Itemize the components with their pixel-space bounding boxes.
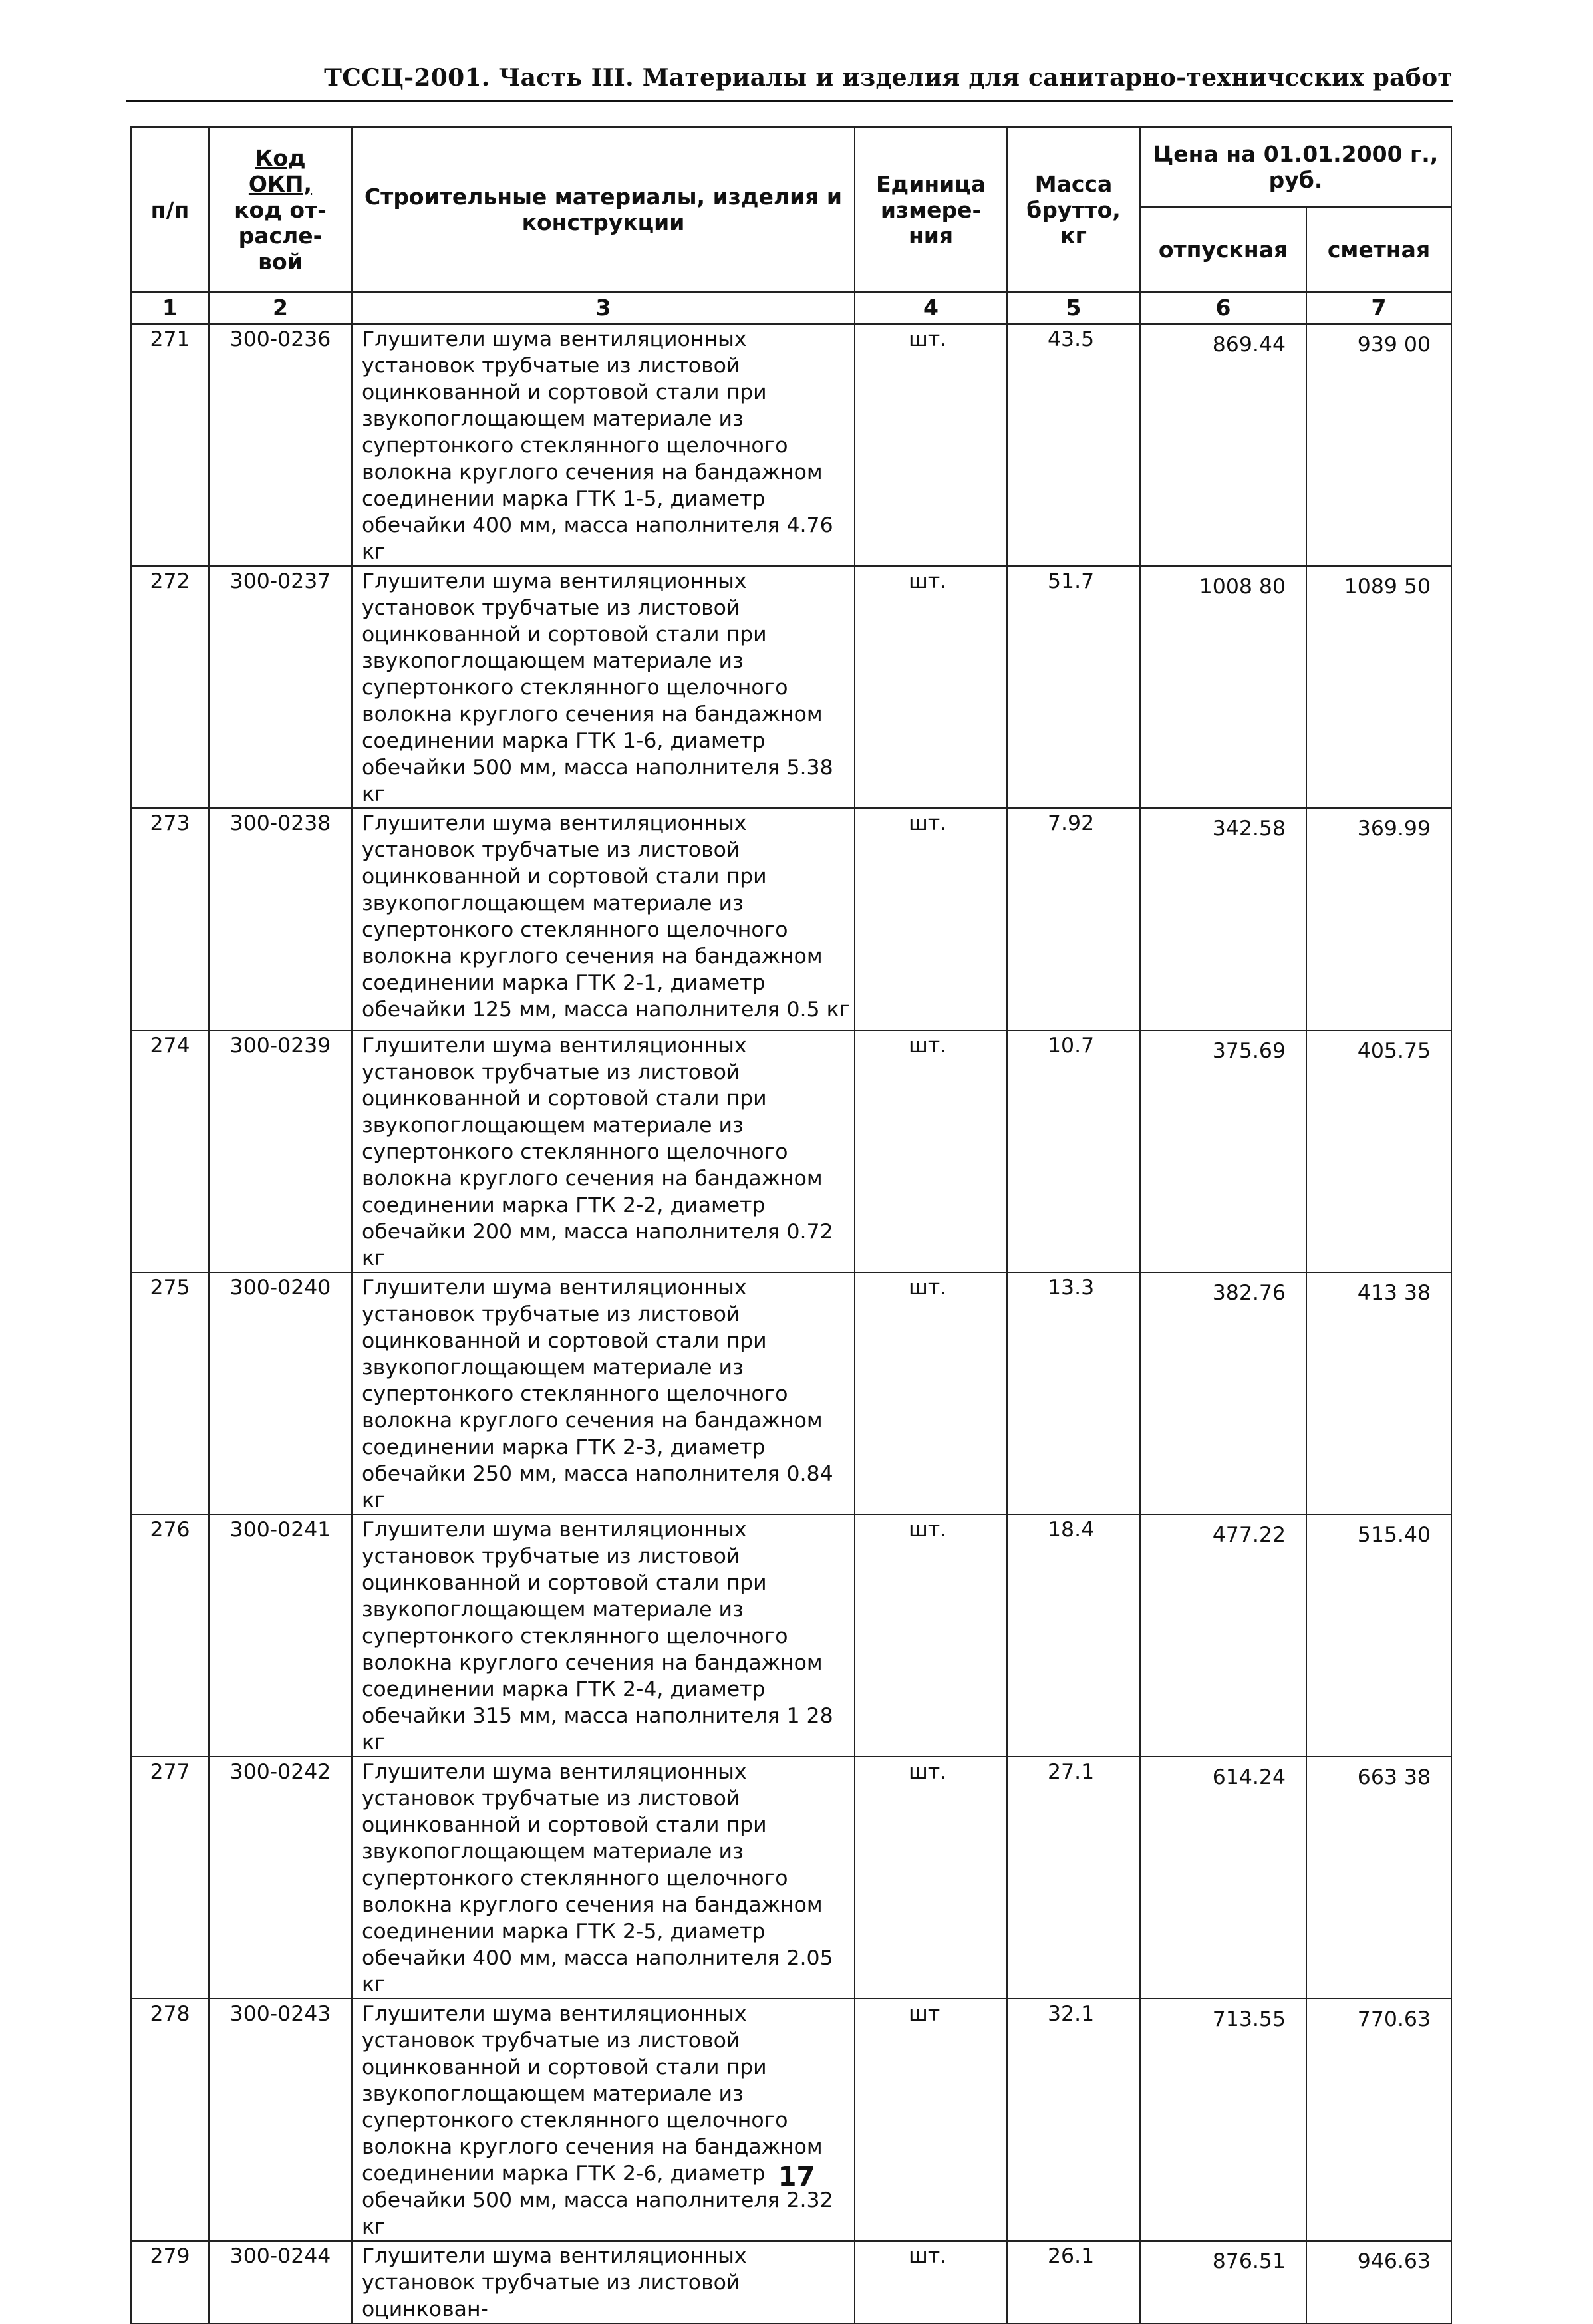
material-description: Глушители шума вентиляционных установок трубчатые из листовой оцинкованной и сортовой стали при звукопоглощающем материале из супертонкого стеклянного щелочного волокна круглого сечения на бандажном соединении марка ГТК 1-5, диаметр обечайки 400 мм, масса наполнителя 4.76 кг (352, 324, 855, 566)
header-code-line2: ОКП, (248, 170, 313, 197)
unit-value: шт. (855, 1757, 1007, 1999)
material-description: Глушители шума вентиляционных установок трубчатые из листовой оцинкованной и сортовой стали при звукопоглощающем материале из супертонкого стеклянного щелочного волокна круглого сечения на бандажном соединении марка ГТК 1-6, диаметр обечайки 500 мм, масса наполнителя 5.38 кг (352, 566, 855, 808)
material-description: Глушители шума вентиляционных установок трубчатые из листовой оцинкованной и сортовой стали при звукопоглощающем материале из супертонкого стеклянного щелочного волокна круглого сечения на бандажном соединении марка ГТК 2-2, диаметр обечайки 200 мм, масса наполнителя 0.72 кг (352, 1030, 855, 1272)
header-price-estimate: сметная (1306, 207, 1451, 292)
material-description: Глушители шума вентиляционных установок трубчатые из листовой оцинкован- (352, 2241, 855, 2323)
column-number: 7 (1306, 292, 1451, 324)
mass-value: 10.7 (1007, 1030, 1140, 1272)
price-release-value: 869.44 (1140, 324, 1306, 566)
unit-value: шт (855, 1999, 1007, 2241)
table-row (131, 1515, 1451, 1757)
price-release-value: 382.76 (1140, 1272, 1306, 1515)
price-estimate-value: 515.40 (1306, 1515, 1451, 1757)
header-unit: Единица измере-ния (855, 127, 1007, 292)
okp-code: 300-0242 (209, 1757, 352, 1999)
row-number: 272 (131, 566, 209, 808)
table-row (131, 2241, 1451, 2323)
mass-value: 43.5 (1007, 324, 1140, 566)
unit-value: шт. (855, 2241, 1007, 2323)
unit-value: шт. (855, 1272, 1007, 1515)
row-number: 278 (131, 1999, 209, 2241)
column-number: 1 (131, 292, 209, 324)
unit-value: шт. (855, 808, 1007, 1030)
material-description: Глушители шума вентиляционных установок трубчатые из листовой оцинкованной и сортовой стали при звукопоглощающем материале из супертонкого стеклянного щелочного волокна круглого сечения на бандажном соединении марка ГТК 2-6, диаметр обечайки 500 мм, масса наполнителя 2.32 кг (352, 1999, 855, 2241)
price-release-value: 876.51 (1140, 2241, 1306, 2323)
header-okp-code (209, 127, 352, 292)
price-release-value: 1008 80 (1140, 566, 1306, 808)
column-number: 5 (1007, 292, 1140, 324)
column-number: 6 (1140, 292, 1306, 324)
price-estimate-value: 770.63 (1306, 1999, 1451, 2241)
table-row (131, 1272, 1451, 1515)
table-row (131, 1030, 1451, 1272)
row-number: 279 (131, 2241, 209, 2323)
table-row (131, 1757, 1451, 1999)
mass-value: 13.3 (1007, 1272, 1140, 1515)
price-release-value: 477.22 (1140, 1515, 1306, 1757)
header-mass: Масса брутто, кг (1007, 127, 1140, 292)
okp-code: 300-0238 (209, 808, 352, 1030)
table-row (131, 808, 1451, 1030)
row-number: 273 (131, 808, 209, 1030)
price-estimate-value: 369.99 (1306, 808, 1451, 1030)
okp-code: 300-0240 (209, 1272, 352, 1515)
header-rule (126, 100, 1453, 102)
okp-code: 300-0239 (209, 1030, 352, 1272)
mass-value: 18.4 (1007, 1515, 1140, 1757)
okp-code: 300-0244 (209, 2241, 352, 2323)
table-row (131, 324, 1451, 566)
column-number: 2 (209, 292, 352, 324)
row-number: 271 (131, 324, 209, 566)
price-estimate-value: 663 38 (1306, 1757, 1451, 1999)
unit-value: шт. (855, 1515, 1007, 1757)
material-description: Глушители шума вентиляционных установок трубчатые из листовой оцинкованной и сортовой стали при звукопоглощающем материале из супертонкого стеклянного щелочного волокна круглого сечения на бандажном соединении марка ГТК 2-3, диаметр обечайки 250 мм, масса наполнителя 0.84 кг (352, 1272, 855, 1515)
price-release-value: 713.55 (1140, 1999, 1306, 2241)
price-estimate-value: 405.75 (1306, 1030, 1451, 1272)
okp-code: 300-0241 (209, 1515, 352, 1757)
price-estimate-value: 939 00 (1306, 324, 1451, 566)
unit-value: шт. (855, 1030, 1007, 1272)
page-number: 17 (778, 2162, 815, 2192)
header-npp: п/п (131, 127, 209, 292)
table-body (131, 292, 1451, 2323)
mass-value: 26.1 (1007, 2241, 1140, 2323)
price-release-value: 614.24 (1140, 1757, 1306, 1999)
header-price-release: отпускная (1140, 207, 1306, 292)
unit-value: шт. (855, 324, 1007, 566)
row-number: 274 (131, 1030, 209, 1272)
mass-value: 7.92 (1007, 808, 1140, 1030)
header-code-line4: расле- (238, 222, 323, 249)
column-number: 3 (352, 292, 855, 324)
header-code-line5: вой (258, 248, 303, 275)
row-number: 276 (131, 1515, 209, 1757)
unit-value: шт. (855, 566, 1007, 808)
price-table (130, 126, 1452, 2324)
material-description: Глушители шума вентиляционных установок трубчатые из листовой оцинкованной и сортовой стали при звукопоглощающем материале из супертонкого стеклянного щелочного волокна круглого сечения на бандажном соединении марка ГТК 2-5, диаметр обечайки 400 мм, масса наполнителя 2.05 кг (352, 1757, 855, 1999)
mass-value: 32.1 (1007, 1999, 1140, 2241)
column-number-row (131, 292, 1451, 324)
table-row (131, 1999, 1451, 2241)
column-number: 4 (855, 292, 1007, 324)
price-estimate-value: 413 38 (1306, 1272, 1451, 1515)
mass-value: 51.7 (1007, 566, 1140, 808)
mass-value: 27.1 (1007, 1757, 1140, 1999)
okp-code: 300-0236 (209, 324, 352, 566)
material-description: Глушители шума вентиляционных установок трубчатые из листовой оцинкованной и сортовой стали при звукопоглощающем материале из супертонкого стеклянного щелочного волокна круглого сечения на бандажном соединении марка ГТК 2-4, диаметр обечайки 315 мм, масса наполнителя 1 28 кг (352, 1515, 855, 1757)
table-row (131, 566, 1451, 808)
okp-code: 300-0243 (209, 1999, 352, 2241)
price-release-value: 375.69 (1140, 1030, 1306, 1272)
header-price: Цена на 01.01.2000 г., руб. (1140, 127, 1451, 207)
header-materials: Строительные материалы, изделия и конструкции (352, 127, 855, 292)
price-estimate-value: 1089 50 (1306, 566, 1451, 808)
material-description: Глушители шума вентиляционных установок трубчатые из листовой оцинкованной и сортовой стали при звукопоглощающем материале из супертонкого стеклянного щелочного волокна круглого сечения на бандажном соединении марка ГТК 2-1, диаметр обечайки 125 мм, масса наполнителя 0.5 кг (352, 808, 855, 1030)
price-estimate-value: 946.63 (1306, 2241, 1451, 2323)
okp-code: 300-0237 (209, 566, 352, 808)
price-release-value: 342.58 (1140, 808, 1306, 1030)
row-number: 277 (131, 1757, 209, 1999)
header-code-line1: Код (255, 144, 306, 171)
row-number: 275 (131, 1272, 209, 1515)
running-head: ТССЦ-2001. Часть III. Материалы и изделия для санитарно-техничсских работ (324, 64, 1453, 92)
header-code-line3: код от- (234, 196, 327, 223)
